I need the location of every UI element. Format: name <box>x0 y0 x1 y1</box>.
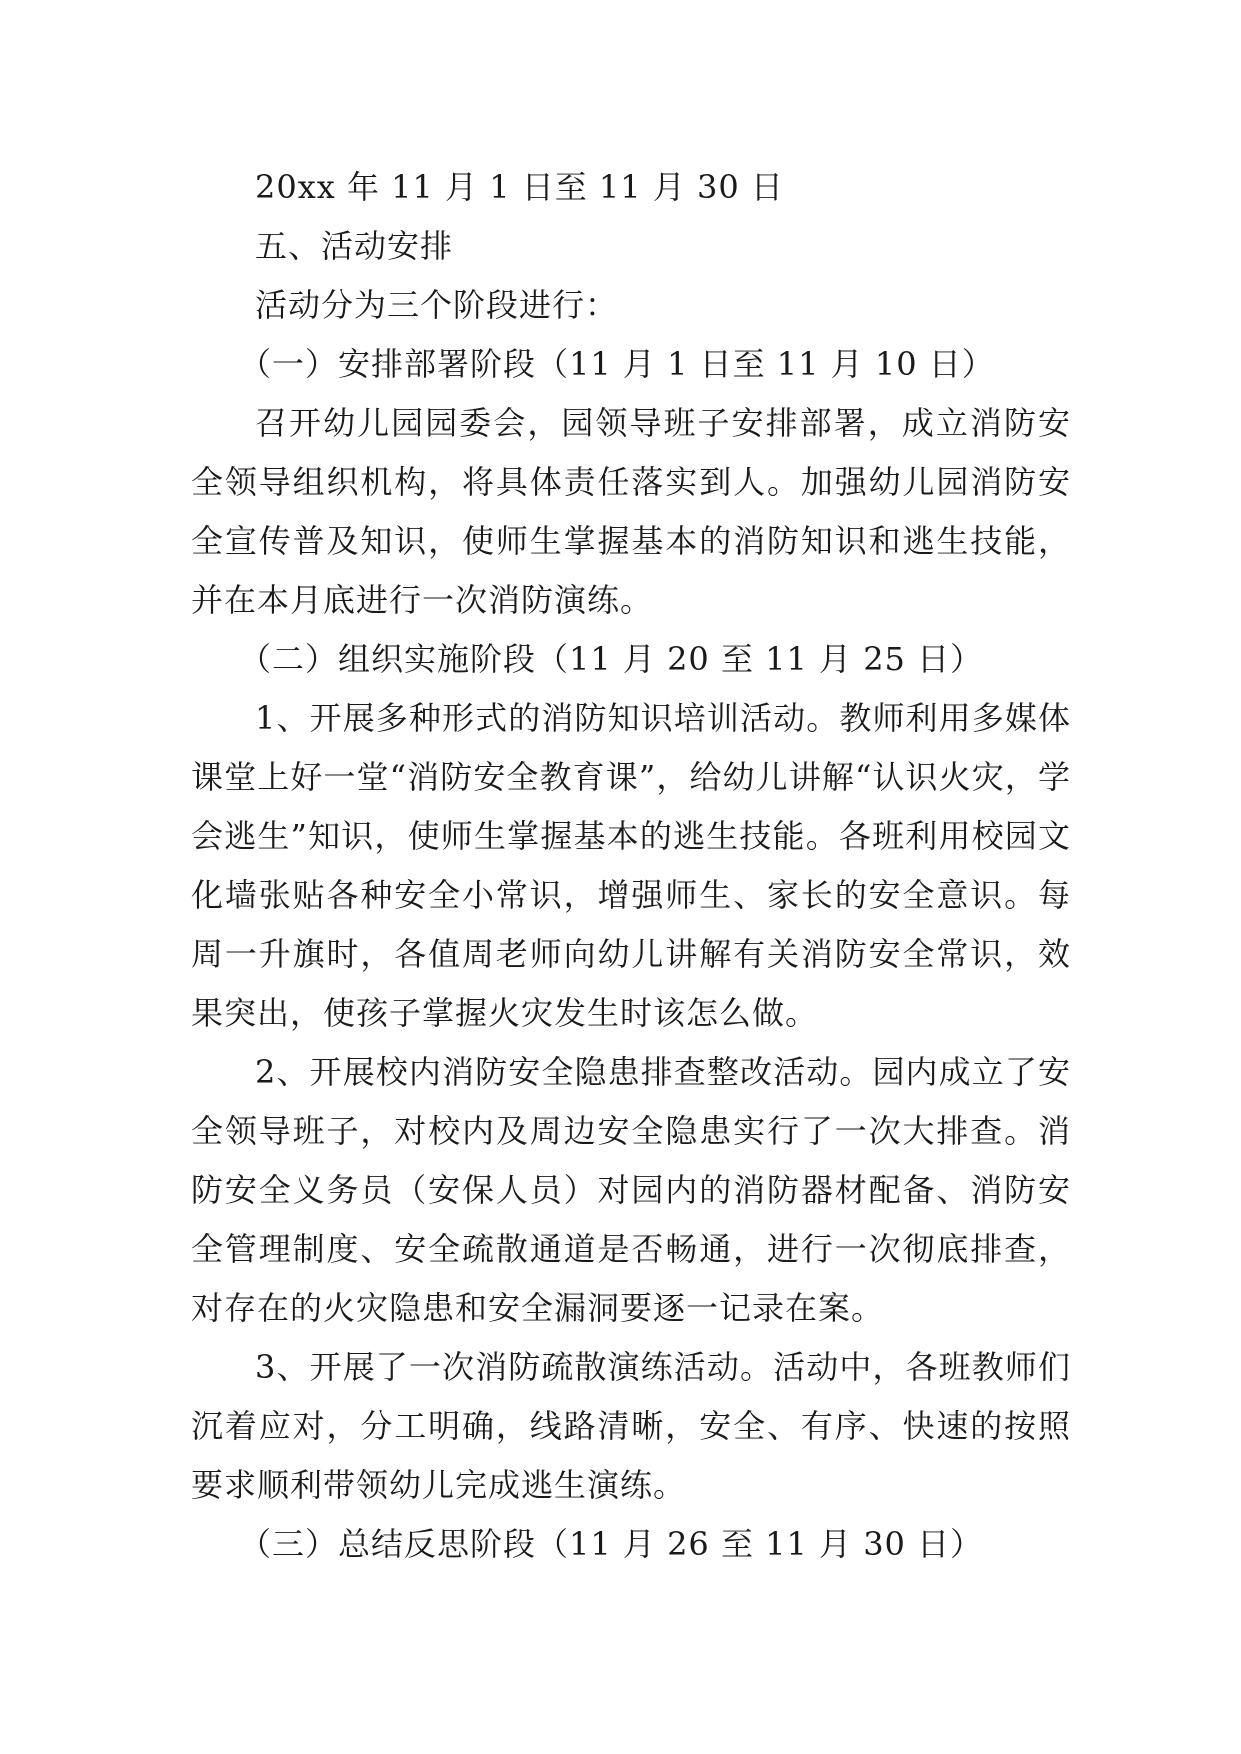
stage-2-item-2: 2、开展校内消防安全隐患排查整改活动。园内成立了安全领导班子，对校内及周边安全隐患实行了一次大排查。消防安全义务员（安保人员）对园内的消防器材配备、消防安全管理制度、安全疏散通道是否畅通，进行一次彻底排查，对存在的火灾隐患和安全漏洞要逐一记录在案。 <box>191 1053 1071 1327</box>
stages-intro: 活动分为三个阶段进行： <box>255 286 619 324</box>
section-heading-activity-arrangement: 五、活动安排 <box>255 227 454 265</box>
stage-1-body: 召开幼儿园园委会，园领导班子安排部署，成立消防安全领导组织机构，将具体责任落实到人。加强幼儿园消防安全宣传普及知识，使师生掌握基本的消防知识和逃生技能，并在本月底进行一次消防演练。 <box>191 404 1071 619</box>
stage-2-heading: （二）组织实施阶段（11 月 20 至 11 月 25 日） <box>239 640 984 678</box>
stage-2-item-1: 1、开展多种形式的消防知识培训活动。教师利用多媒体课堂上好一堂“消防安全教育课”，给幼儿讲解“认识火灾，学会逃生”知识，使师生掌握基本的逃生技能。各班利用校园文化墙张贴各种安全小常识，增强师生、家长的安全意识。每周一升旗时，各值周老师向幼儿讲解有关消防安全常识，效果突出，使孩子掌握火灾发生时该怎么做。 <box>191 699 1071 1032</box>
stage-3-heading: （三）总结反思阶段（11 月 26 至 11 月 30 日） <box>239 1525 984 1563</box>
stage-2-item-3: 3、开展了一次消防疏散演练活动。活动中，各班教师们沉着应对，分工明确，线路清晰，安全、有序、快速的按照要求顺利带领幼儿完成逃生演练。 <box>191 1348 1071 1504</box>
document-body <box>191 158 1071 1574</box>
stage-1-heading: （一）安排部署阶段（11 月 1 日至 11 月 10 日） <box>239 345 995 383</box>
date-range-line: 20xx 年 11 月 1 日至 11 月 30 日 <box>255 168 784 206</box>
